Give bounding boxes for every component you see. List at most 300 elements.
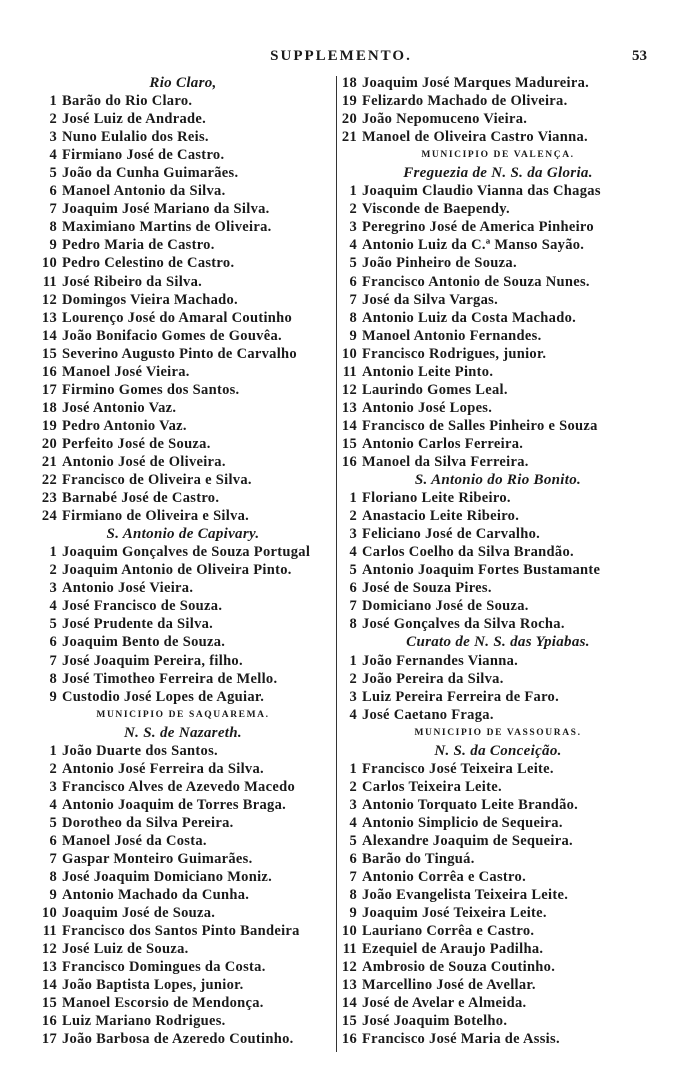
item-number: 3 xyxy=(49,580,57,597)
item-name: Manoel Escorsio de Mendonça. xyxy=(62,995,264,1012)
item-number: 12 xyxy=(41,291,57,308)
item-number: 5 xyxy=(349,832,357,849)
list-item xyxy=(30,958,336,976)
item-name: Antonio José Lopes. xyxy=(362,399,493,416)
list-item xyxy=(338,904,658,922)
municipality-heading: MUNICIPIO DE VASSOURAS. xyxy=(414,727,582,738)
item-number: 2 xyxy=(49,760,57,777)
item-name: Ezequiel de Araujo Padilha. xyxy=(362,941,544,958)
item-number: 9 xyxy=(49,887,57,904)
item-name: Gaspar Monteiro Guimarães. xyxy=(62,851,253,868)
item-number: 4 xyxy=(349,544,357,561)
left-column xyxy=(30,74,336,1049)
list-item xyxy=(338,200,658,218)
item-number: 9 xyxy=(349,327,357,344)
list-item xyxy=(30,922,336,940)
municipality-heading: MUNICIPIO DE SAQUAREMA. xyxy=(96,709,270,720)
item-number: 8 xyxy=(349,616,357,633)
item-name: José Caetano Fraga. xyxy=(362,706,494,723)
item-number: 1 xyxy=(49,93,57,110)
item-number: 4 xyxy=(49,796,57,813)
item-name: Firmino Gomes dos Santos. xyxy=(62,381,240,398)
item-number: 14 xyxy=(341,417,357,434)
list-item xyxy=(338,922,658,940)
item-number: 8 xyxy=(49,869,57,886)
item-name: Antonio Torquato Leite Brandão. xyxy=(362,796,579,813)
list-item xyxy=(338,128,658,146)
list-item xyxy=(338,760,658,778)
item-name: Antonio Luiz da C.ª Manso Sayão. xyxy=(362,237,585,254)
item-number: 7 xyxy=(349,291,357,308)
item-name: João Fernandes Vianna. xyxy=(362,652,519,669)
item-number: 17 xyxy=(41,381,57,398)
list-item xyxy=(30,832,336,850)
item-name: Antonio José de Oliveira. xyxy=(62,453,226,470)
item-number: 7 xyxy=(349,869,357,886)
item-number: 2 xyxy=(49,111,57,128)
list-item xyxy=(338,363,658,381)
item-name: José Gonçalves da Silva Rocha. xyxy=(362,616,565,633)
item-name: Manoel José da Costa. xyxy=(62,832,207,849)
item-name: Joaquim José Mariano da Silva. xyxy=(62,201,270,218)
item-name: Custodio José Lopes de Aguiar. xyxy=(62,688,265,705)
item-name: Lourenço José do Amaral Coutinho xyxy=(62,309,293,326)
list-item xyxy=(30,561,336,579)
list-item xyxy=(338,110,658,128)
item-name: Visconde de Baependy. xyxy=(362,201,510,218)
parish-heading: S. Antonio de Capivary. xyxy=(106,526,260,543)
item-name: Francisco de Salles Pinheiro e Souza xyxy=(362,417,598,434)
item-number: 16 xyxy=(41,1013,57,1030)
item-number: 14 xyxy=(41,977,57,994)
item-number: 18 xyxy=(41,399,57,416)
item-name: José Luiz de Andrade. xyxy=(62,111,207,128)
list-item xyxy=(30,1030,336,1048)
item-number: 18 xyxy=(341,75,357,91)
item-name: João Duarte dos Santos. xyxy=(62,742,218,759)
list-item xyxy=(338,453,658,471)
list-item xyxy=(338,615,658,633)
item-name: Feliciano José de Carvalho. xyxy=(362,526,541,543)
item-number: 3 xyxy=(349,219,357,236)
item-name: Manoel da Silva Ferreira. xyxy=(362,453,529,470)
item-name: Dorotheo da Silva Pereira. xyxy=(62,814,234,831)
list-item xyxy=(30,435,336,453)
item-name: João Pinheiro de Souza. xyxy=(362,255,517,272)
item-number: 1 xyxy=(49,742,57,759)
item-number: 17 xyxy=(41,1031,57,1048)
item-name: Domiciano José de Souza. xyxy=(362,598,529,615)
parish-heading: Rio Claro, xyxy=(149,75,217,91)
list-item xyxy=(30,381,336,399)
list-item xyxy=(30,489,336,507)
list-item xyxy=(30,417,336,435)
parish-heading: N. S. de Nazareth. xyxy=(124,724,242,741)
item-number: 6 xyxy=(349,851,357,868)
item-name: Antonio Joaquim de Torres Braga. xyxy=(62,796,287,813)
item-number: 6 xyxy=(349,273,357,290)
item-number: 14 xyxy=(341,995,357,1012)
list-item xyxy=(338,597,658,615)
item-number: 21 xyxy=(41,453,57,470)
item-name: Francisco de Oliveira e Silva. xyxy=(62,472,252,489)
item-name: Francisco Rodrigues, junior. xyxy=(362,345,547,362)
item-name: José Prudente da Silva. xyxy=(62,616,214,633)
item-number: 1 xyxy=(49,544,57,561)
item-name: Antonio Carlos Ferreira. xyxy=(362,435,524,452)
item-name: Joaquim José de Souza. xyxy=(62,905,216,922)
item-number: 7 xyxy=(49,652,57,669)
item-name: Maximiano Martins de Oliveira. xyxy=(62,219,272,236)
item-name: José Antonio Vaz. xyxy=(62,399,177,416)
list-item xyxy=(30,507,336,525)
item-name: Luiz Mariano Rodrigues. xyxy=(62,1013,226,1030)
item-number: 3 xyxy=(49,129,57,146)
item-name: Francisco Alves de Azevedo Macedo xyxy=(62,778,295,795)
item-name: Joaquim Bento de Souza. xyxy=(62,634,226,651)
item-name: Manoel Antonio Fernandes. xyxy=(362,327,542,344)
municipality-heading: MUNICIPIO DE VALENÇA. xyxy=(421,150,575,161)
parish-heading: Curato de N. S. das Ypiabas. xyxy=(406,634,590,651)
item-name: Joaquim José Marques Madureira. xyxy=(362,75,590,91)
list-item xyxy=(30,471,336,489)
item-number: 12 xyxy=(341,959,357,976)
list-item xyxy=(30,615,336,633)
list-item xyxy=(30,850,336,868)
list-item xyxy=(338,670,658,688)
item-number: 11 xyxy=(42,923,57,940)
item-name: Antonio Machado da Cunha. xyxy=(62,887,250,904)
item-name: Antonio José Vieira. xyxy=(62,580,194,597)
list-item xyxy=(338,435,658,453)
item-name: Antonio Corrêa e Castro. xyxy=(362,869,526,886)
item-number: 3 xyxy=(49,778,57,795)
list-item xyxy=(30,128,336,146)
parish-heading: N. S. da Conceição. xyxy=(434,742,562,759)
item-name: João Evangelista Teixeira Leite. xyxy=(362,887,569,904)
item-number: 10 xyxy=(41,905,57,922)
list-item xyxy=(30,688,336,706)
item-number: 13 xyxy=(341,977,357,994)
list-item xyxy=(30,778,336,796)
list-item xyxy=(338,218,658,236)
list-item xyxy=(30,1012,336,1030)
item-number: 20 xyxy=(41,435,57,452)
list-item xyxy=(338,994,658,1012)
list-item xyxy=(338,381,658,399)
list-item xyxy=(338,832,658,850)
item-name: José da Silva Vargas. xyxy=(362,291,499,308)
item-number: 8 xyxy=(49,219,57,236)
list-item xyxy=(338,940,658,958)
item-number: 9 xyxy=(349,905,357,922)
item-name: Firmiano de Oliveira e Silva. xyxy=(62,508,250,525)
item-name: Barnabé José de Castro. xyxy=(62,490,220,507)
right-column xyxy=(338,74,658,1049)
item-number: 7 xyxy=(349,598,357,615)
item-name: Felizardo Machado de Oliveira. xyxy=(362,93,568,110)
list-item xyxy=(338,706,658,724)
item-number: 4 xyxy=(49,147,57,164)
item-number: 8 xyxy=(349,887,357,904)
item-name: Laurindo Gomes Leal. xyxy=(362,381,508,398)
item-number: 22 xyxy=(41,472,57,489)
item-name: José Joaquim Domiciano Moniz. xyxy=(62,869,273,886)
item-name: Pedro Antonio Vaz. xyxy=(62,417,187,434)
item-name: Antonio Joaquim Fortes Bustamante xyxy=(362,562,601,579)
list-item xyxy=(338,814,658,832)
item-name: Manoel José Vieira. xyxy=(62,363,190,380)
item-name: João Bonifacio Gomes de Gouvêa. xyxy=(62,327,282,344)
item-name: José de Avelar e Almeida. xyxy=(362,995,527,1012)
list-item xyxy=(30,200,336,218)
item-name: Marcellino José de Avellar. xyxy=(362,977,536,994)
list-item xyxy=(338,74,658,92)
item-number: 11 xyxy=(342,941,357,958)
item-number: 16 xyxy=(341,453,357,470)
item-number: 20 xyxy=(341,111,357,128)
item-number: 2 xyxy=(349,670,357,687)
item-number: 4 xyxy=(349,237,357,254)
item-name: Lauriano Corrêa e Castro. xyxy=(362,923,535,940)
list-item xyxy=(338,399,658,417)
list-item xyxy=(30,814,336,832)
list-item xyxy=(338,778,658,796)
column-divider xyxy=(336,76,337,1052)
list-item xyxy=(338,850,658,868)
item-number: 16 xyxy=(41,363,57,380)
item-number: 10 xyxy=(341,345,357,362)
item-name: Joaquim Claudio Vianna das Chagas xyxy=(362,183,601,200)
list-item xyxy=(30,363,336,381)
item-name: Francisco dos Santos Pinto Bandeira xyxy=(62,923,300,940)
item-number: 12 xyxy=(41,941,57,958)
item-name: João Nepomuceno Vieira. xyxy=(362,111,528,128)
item-number: 5 xyxy=(349,562,357,579)
list-item xyxy=(338,796,658,814)
item-number: 5 xyxy=(349,255,357,272)
list-item xyxy=(338,868,658,886)
list-item xyxy=(30,309,336,327)
item-number: 2 xyxy=(49,562,57,579)
item-name: Antonio Leite Pinto. xyxy=(362,363,494,380)
item-name: Antonio José Ferreira da Silva. xyxy=(62,760,264,777)
list-item xyxy=(30,146,336,164)
list-item xyxy=(338,1012,658,1030)
item-name: José Joaquim Pereira, filho. xyxy=(62,652,243,669)
list-item xyxy=(30,218,336,236)
item-name: Nuno Eulalio dos Reis. xyxy=(62,129,209,146)
item-name: José Ribeiro da Silva. xyxy=(62,273,203,290)
item-name: José Timotheo Ferreira de Mello. xyxy=(62,670,278,687)
item-number: 3 xyxy=(349,796,357,813)
list-item xyxy=(338,525,658,543)
item-name: Carlos Teixeira Leite. xyxy=(362,778,502,795)
item-name: José Luiz de Souza. xyxy=(62,941,189,958)
item-number: 10 xyxy=(341,923,357,940)
item-number: 9 xyxy=(49,237,57,254)
list-item xyxy=(338,273,658,291)
item-number: 11 xyxy=(42,273,57,290)
item-name: Anastacio Leite Ribeiro. xyxy=(362,508,520,525)
item-number: 13 xyxy=(41,959,57,976)
list-item xyxy=(338,236,658,254)
item-name: João da Cunha Guimarães. xyxy=(62,165,239,182)
item-number: 2 xyxy=(349,201,357,218)
item-name: João Pereira da Silva. xyxy=(362,670,504,687)
list-item xyxy=(338,561,658,579)
item-name: Domingos Vieira Machado. xyxy=(62,291,238,308)
list-item xyxy=(338,254,658,272)
item-number: 7 xyxy=(49,201,57,218)
item-number: 8 xyxy=(49,670,57,687)
item-name: Severino Augusto Pinto de Carvalho xyxy=(62,345,297,362)
item-name: Firmiano José de Castro. xyxy=(62,147,225,164)
list-item xyxy=(338,291,658,309)
item-number: 6 xyxy=(49,832,57,849)
item-name: Barão do Rio Claro. xyxy=(62,93,193,110)
item-name: João Baptista Lopes, junior. xyxy=(62,977,244,994)
item-name: Francisco Domingues da Costa. xyxy=(62,959,266,976)
item-name: Joaquim José Teixeira Leite. xyxy=(362,905,547,922)
item-number: 9 xyxy=(49,688,57,705)
list-item xyxy=(30,976,336,994)
running-header-title: SUPPLEMENTO. xyxy=(270,48,412,64)
item-number: 4 xyxy=(49,598,57,615)
list-item xyxy=(30,543,336,561)
item-number: 15 xyxy=(341,1013,357,1030)
item-number: 1 xyxy=(349,760,357,777)
item-number: 11 xyxy=(342,363,357,380)
list-item xyxy=(338,688,658,706)
list-item xyxy=(30,92,336,110)
item-number: 13 xyxy=(41,309,57,326)
item-name: Pedro Celestino de Castro. xyxy=(62,255,235,272)
item-number: 8 xyxy=(349,309,357,326)
item-name: Floriano Leite Ribeiro. xyxy=(362,490,511,507)
list-item xyxy=(338,652,658,670)
list-item xyxy=(338,417,658,435)
list-item xyxy=(30,633,336,651)
item-name: Manoel Antonio da Silva. xyxy=(62,183,226,200)
list-item xyxy=(338,489,658,507)
item-name: Ambrosio de Souza Coutinho. xyxy=(362,959,556,976)
list-item xyxy=(30,868,336,886)
item-number: 4 xyxy=(349,814,357,831)
item-name: Antonio Simplicio de Sequeira. xyxy=(362,814,563,831)
item-name: Francisco Antonio de Souza Nunes. xyxy=(362,273,590,290)
list-item xyxy=(338,182,658,200)
list-item xyxy=(30,994,336,1012)
list-item xyxy=(30,236,336,254)
list-item xyxy=(30,796,336,814)
item-number: 21 xyxy=(341,129,357,146)
list-item xyxy=(30,760,336,778)
list-item xyxy=(338,507,658,525)
item-number: 6 xyxy=(49,183,57,200)
list-item xyxy=(30,291,336,309)
item-number: 14 xyxy=(41,327,57,344)
item-number: 1 xyxy=(349,183,357,200)
item-number: 23 xyxy=(41,490,57,507)
list-item xyxy=(338,958,658,976)
list-item xyxy=(30,597,336,615)
item-number: 6 xyxy=(49,634,57,651)
item-number: 5 xyxy=(49,814,57,831)
item-name: Pedro Maria de Castro. xyxy=(62,237,215,254)
list-item xyxy=(30,453,336,471)
list-item xyxy=(338,579,658,597)
item-number: 16 xyxy=(341,1031,357,1048)
item-name: José Joaquim Botelho. xyxy=(362,1013,508,1030)
item-number: 24 xyxy=(41,508,57,525)
list-item xyxy=(30,273,336,291)
page-number: 53 xyxy=(632,48,647,64)
list-item xyxy=(338,543,658,561)
item-number: 19 xyxy=(341,93,357,110)
item-number: 5 xyxy=(49,165,57,182)
item-number: 15 xyxy=(341,435,357,452)
item-name: João Barbosa de Azeredo Coutinho. xyxy=(62,1031,294,1048)
item-name: Antonio Luiz da Costa Machado. xyxy=(362,309,577,326)
list-item xyxy=(30,399,336,417)
parish-heading: Freguezia de N. S. da Gloria. xyxy=(403,165,593,182)
item-name: Francisco José Teixeira Leite. xyxy=(362,760,554,777)
item-name: Alexandre Joaquim de Sequeira. xyxy=(362,832,573,849)
list-item xyxy=(30,904,336,922)
list-item xyxy=(30,345,336,363)
item-name: José Francisco de Souza. xyxy=(62,598,223,615)
item-number: 12 xyxy=(341,381,357,398)
item-number: 19 xyxy=(41,417,57,434)
item-number: 10 xyxy=(41,255,57,272)
item-name: Perfeito José de Souza. xyxy=(62,435,211,452)
item-name: Peregrino José de America Pinheiro xyxy=(362,219,594,236)
list-item xyxy=(338,1030,658,1048)
item-name: Carlos Coelho da Silva Brandão. xyxy=(362,544,574,561)
item-number: 15 xyxy=(41,345,57,362)
list-item xyxy=(338,327,658,345)
item-number: 15 xyxy=(41,995,57,1012)
list-item xyxy=(30,742,336,760)
item-name: José de Souza Pires. xyxy=(362,580,492,597)
list-item xyxy=(30,182,336,200)
list-item xyxy=(338,309,658,327)
item-number: 1 xyxy=(349,652,357,669)
list-item xyxy=(338,92,658,110)
item-name: Manoel de Oliveira Castro Vianna. xyxy=(362,129,588,146)
list-item xyxy=(338,345,658,363)
list-item xyxy=(30,254,336,272)
item-number: 3 xyxy=(349,526,357,543)
item-number: 5 xyxy=(49,616,57,633)
item-number: 2 xyxy=(349,508,357,525)
list-item xyxy=(30,110,336,128)
item-name: Francisco José Maria de Assis. xyxy=(362,1031,560,1048)
item-number: 7 xyxy=(49,851,57,868)
list-item xyxy=(30,579,336,597)
list-item xyxy=(30,886,336,904)
list-item xyxy=(30,652,336,670)
parish-heading: S. Antonio do Rio Bonito. xyxy=(414,472,582,489)
item-name: Barão do Tinguá. xyxy=(362,851,475,868)
item-number: 1 xyxy=(349,490,357,507)
item-number: 2 xyxy=(349,778,357,795)
list-item xyxy=(338,886,658,904)
item-name: Joaquim Gonçalves de Souza Portugal xyxy=(62,544,311,561)
list-item xyxy=(30,670,336,688)
list-item xyxy=(30,164,336,182)
